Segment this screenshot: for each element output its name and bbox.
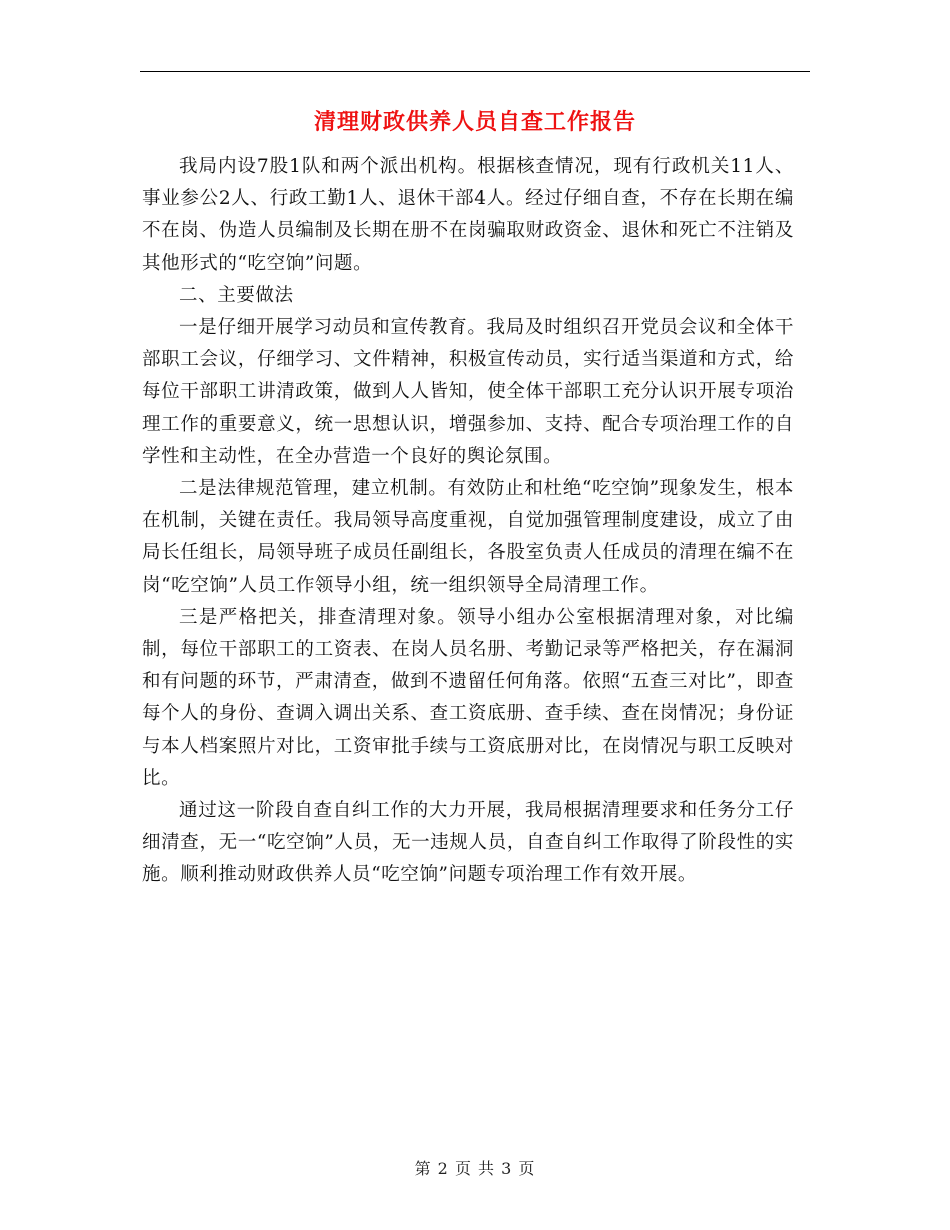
page-number-footer: 第 2 页 共 3 页 (414, 1159, 536, 1178)
section-heading-main-practices: 二、主要做法 (179, 284, 294, 306)
document-title: 清理财政供养人员自查工作报告 (313, 110, 636, 135)
paragraph-study-mobilization: 一是仔细开展学习动员和宣传教育。我局及时组织召开党员会议和全体干部职工会议，仔细学习、文件精神，积极宣传动员，实行适当渠道和方式，给每位干部职工讲清政策，做到人人皆知，使全体干部职工充分认识开展专项治理工作的重要意义，统一思想认识，增强参加、支持、配合专项治理工作的自学性和主动性，在全办营造一个良好的舆论氛围。 (142, 317, 794, 467)
document-body (142, 151, 794, 892)
paragraph-conclusion: 通过这一阶段自查自纠工作的大力开展，我局根据清理要求和任务分工仔细清查，无一“吃空饷”人员，无一违规人员，自查自纠工作取得了阶段性的实施。顺利推动财政供养人员“吃空饷”问题专项治理工作有效开展。 (142, 800, 794, 886)
header-rule (140, 71, 810, 72)
paragraph-mechanism: 二是法律规范管理，建立机制。有效防止和杜绝“吃空饷”现象发生，根本在机制，关键在责任。我局领导高度重视，自觉加强管理制度建设，成立了由局长任组长，局领导班子成员任副组长，各股室负责人任成员的清理在编不在岗“吃空饷”人员工作领导小组，统一组织领导全局清理工作。 (142, 478, 794, 596)
paragraph-strict-check: 三是严格把关，排查清理对象。领导小组办公室根据清理对象，对比编制，每位干部职工的工资表、在岗人员名册、考勤记录等严格把关，存在漏洞和有问题的环节，严肃清查，做到不遗留任何角落。依照“五查三对比”，即查每个人的身份、查调入调出关系、查工资底册、查手续、查在岗情况；身份证与本人档案照片对比，工资审批手续与工资底册对比，在岗情况与职工反映对比。 (142, 606, 794, 789)
paragraph-intro: 我局内设7股1队和两个派出机构。根据核查情况，现有行政机关11人、事业参公2人、行政工勤1人、退休干部4人。经过仔细自查，不存在长期在编不在岗、伪造人员编制及长期在册不在岗骗取财政资金、退休和死亡不注销及其他形式的“吃空饷”问题。 (142, 156, 794, 274)
